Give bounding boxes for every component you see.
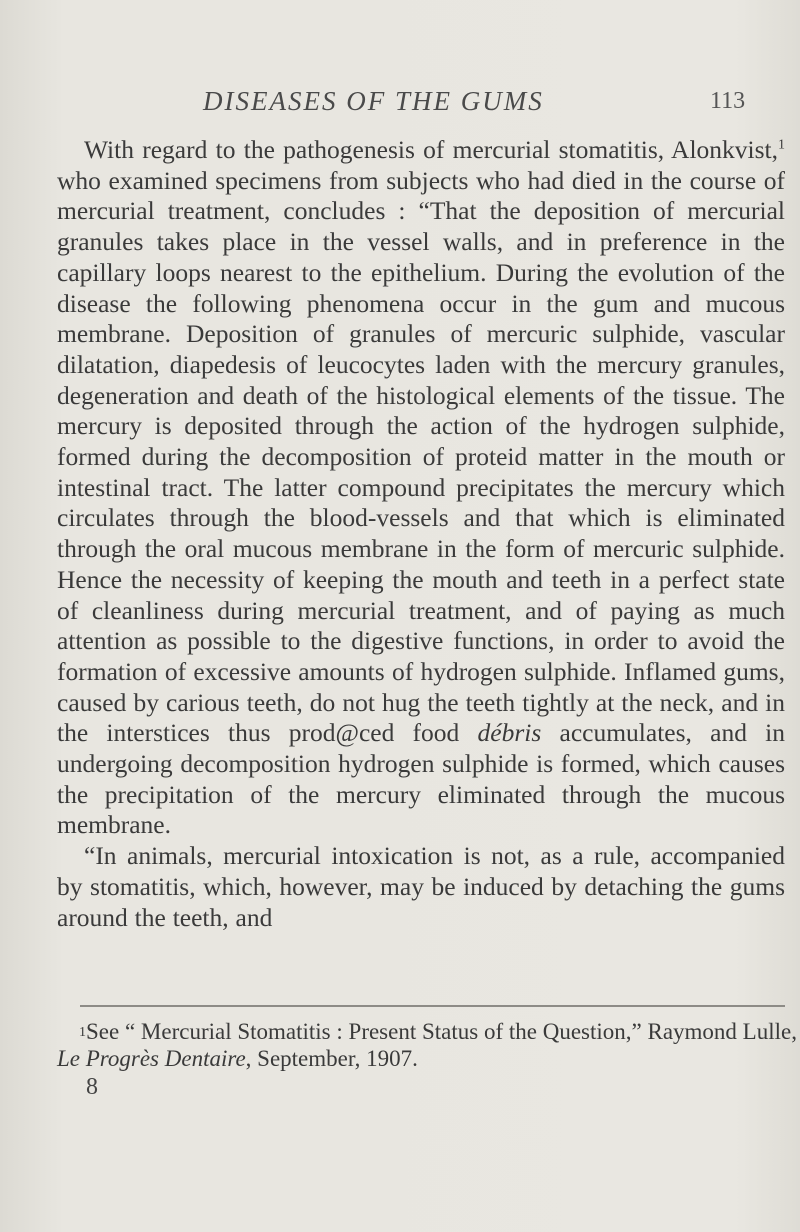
paragraph-1-text-a: With regard to the pathogenesis of mercurial stomatitis, Alonkvist, xyxy=(84,135,778,164)
paragraph-1-text-c: accumulates, and in undergoing decomposition hydrogen sulphide is formed, which causes the precipitation of the mercury eliminated through the mucous membrane. xyxy=(57,718,786,840)
footnote-mark: 1 xyxy=(79,1025,86,1040)
footnote-text-b: , September, 1907. xyxy=(245,1046,418,1071)
running-head xyxy=(0,86,800,122)
paragraph-1 xyxy=(57,135,785,841)
paragraph-1-text-b: who examined specimens from subjects who had died in the course of mercurial treatment, concludes : “That the deposition of mercurial granules takes place in the vessel walls, and in preference in the capillary loops nearest to the epithelium. During the evolution of the disease the following phenomena occur in the gum and mucous membrane. Deposition of granules of mercuric sulphide, vascular dilatation, diapedesis of leucocytes laden with the mercury granules, degeneration and death of the histological elements of the tissue. The mercury is deposited through the action of the hydrogen sulphide, formed during the decomposition of proteid matter in the mouth or intestinal tract. The latter compound precipitates the mercury which circulates through the blood-vessels and that which is eliminated through the oral mucous membrane in the form of mercuric sulphide. Hence the necessity of keeping the mouth and teeth in a perfect state of cleanliness during mercurial treatment, and of paying as much attention as possible to the digestive functions, in order to avoid the formation of excessive amounts of hydrogen sulphide. Inflamed gums, caused by carious teeth, do not hug the teeth tightly at the neck, and in the interstices thus prod@ced food xyxy=(57,165,785,748)
footnote-text-a: See “ Mercurial Stomatitis : Present Status of the Question,” Raymond Lulle, xyxy=(86,1019,797,1044)
running-title: DISEASES OF THE GUMS xyxy=(203,86,544,116)
footnote-divider xyxy=(80,1005,785,1007)
paragraph-2: “In animals, mercurial intoxication is not, as a rule, accompanied by stomatitis, which, however, may be induced by detaching the gums around the teeth, and xyxy=(57,841,785,932)
signature-mark: 8 xyxy=(86,1074,98,1100)
page-number: 113 xyxy=(710,88,746,114)
italic-debris: débris xyxy=(477,718,542,748)
body-text xyxy=(57,135,785,933)
footnote xyxy=(57,1018,797,1072)
footnote-reference: 1 xyxy=(778,137,785,153)
footnote-journal-title: Le Progrès Dentaire xyxy=(57,1046,246,1071)
